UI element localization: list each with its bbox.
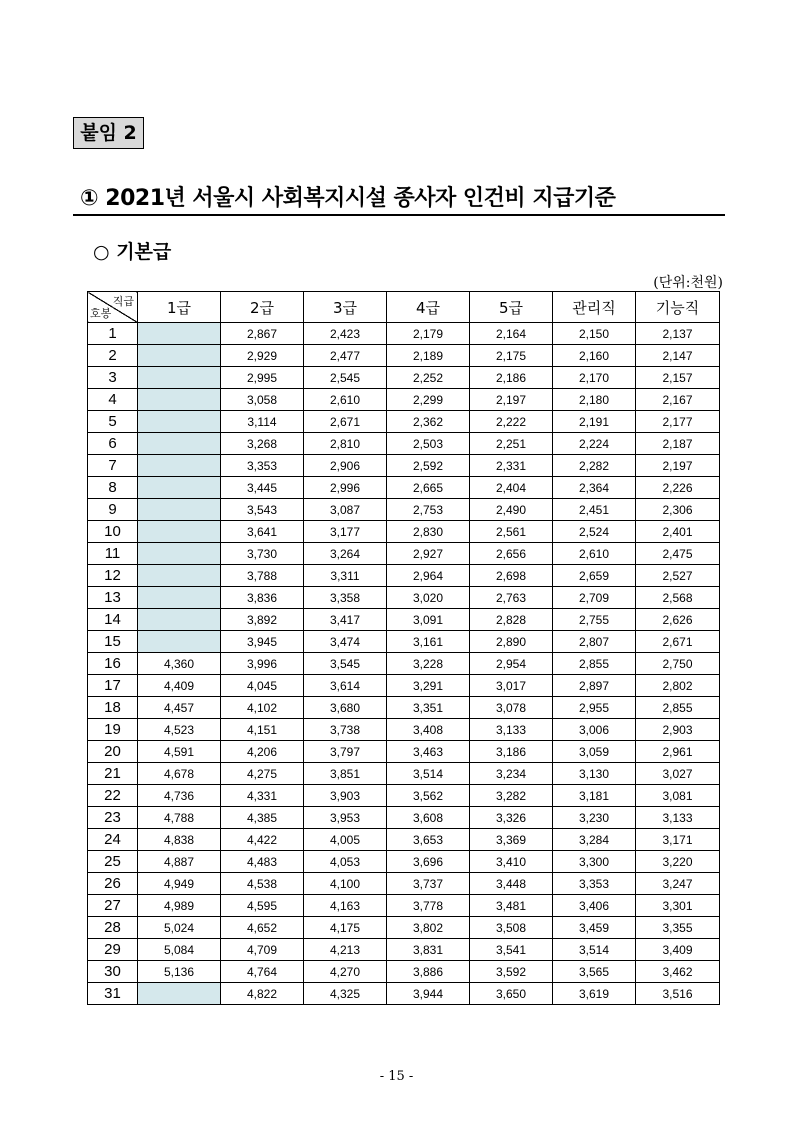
- salary-cell: 2,524: [553, 521, 636, 543]
- salary-cell: 3,326: [470, 807, 553, 829]
- salary-cell: 3,161: [387, 631, 470, 653]
- salary-cell: 3,738: [304, 719, 387, 741]
- salary-cell: 4,206: [221, 741, 304, 763]
- salary-cell: 4,409: [138, 675, 221, 697]
- empty-shaded-cell: [138, 455, 221, 477]
- empty-shaded-cell: [138, 631, 221, 653]
- salary-cell: 2,401: [636, 521, 720, 543]
- salary-cell: 3,311: [304, 565, 387, 587]
- corner-header-cell: [88, 292, 138, 323]
- salary-cell: 4,764: [221, 961, 304, 983]
- salary-cell: 4,053: [304, 851, 387, 873]
- salary-cell: 2,451: [553, 499, 636, 521]
- salary-cell: 2,423: [304, 323, 387, 345]
- salary-cell: 4,385: [221, 807, 304, 829]
- salary-cell: 3,945: [221, 631, 304, 653]
- salary-cell: 2,137: [636, 323, 720, 345]
- table-row: [88, 521, 720, 543]
- salary-cell: 3,641: [221, 521, 304, 543]
- table-row: [88, 807, 720, 829]
- salary-cell: 2,197: [636, 455, 720, 477]
- salary-cell: 4,652: [221, 917, 304, 939]
- salary-cell: 3,516: [636, 983, 720, 1005]
- salary-cell: 4,275: [221, 763, 304, 785]
- salary-cell: 4,175: [304, 917, 387, 939]
- salary-cell: 2,568: [636, 587, 720, 609]
- salary-cell: 2,170: [553, 367, 636, 389]
- table-row: [88, 389, 720, 411]
- salary-cell: 3,291: [387, 675, 470, 697]
- salary-cell: 3,133: [470, 719, 553, 741]
- column-header: 3급: [304, 292, 387, 323]
- table-row: [88, 939, 720, 961]
- salary-cell: 3,353: [553, 873, 636, 895]
- salary-cell: 2,282: [553, 455, 636, 477]
- salary-cell: 2,189: [387, 345, 470, 367]
- salary-cell: 3,268: [221, 433, 304, 455]
- table-row: [88, 455, 720, 477]
- salary-cell: 3,696: [387, 851, 470, 873]
- column-header: 2급: [221, 292, 304, 323]
- column-header: 4급: [387, 292, 470, 323]
- table-row: [88, 719, 720, 741]
- salary-cell: 3,608: [387, 807, 470, 829]
- empty-shaded-cell: [138, 389, 221, 411]
- salary-cell: 2,331: [470, 455, 553, 477]
- salary-cell: 2,527: [636, 565, 720, 587]
- salary-cell: 2,157: [636, 367, 720, 389]
- salary-cell: 3,619: [553, 983, 636, 1005]
- step-cell: 18: [88, 697, 138, 719]
- salary-cell: 2,750: [636, 653, 720, 675]
- salary-cell: 4,270: [304, 961, 387, 983]
- salary-cell: 2,224: [553, 433, 636, 455]
- salary-cell: 3,300: [553, 851, 636, 873]
- step-cell: 8: [88, 477, 138, 499]
- salary-cell: 4,523: [138, 719, 221, 741]
- salary-cell: 5,084: [138, 939, 221, 961]
- salary-cell: 2,927: [387, 543, 470, 565]
- step-cell: 2: [88, 345, 138, 367]
- salary-cell: 2,855: [553, 653, 636, 675]
- salary-cell: 2,955: [553, 697, 636, 719]
- salary-cell: 4,887: [138, 851, 221, 873]
- salary-cell: 2,299: [387, 389, 470, 411]
- salary-cell: 2,222: [470, 411, 553, 433]
- salary-cell: 2,490: [470, 499, 553, 521]
- salary-cell: 2,404: [470, 477, 553, 499]
- step-cell: 19: [88, 719, 138, 741]
- salary-cell: 4,213: [304, 939, 387, 961]
- table-body: [88, 323, 720, 1005]
- salary-cell: 4,331: [221, 785, 304, 807]
- column-header: 관리직: [553, 292, 636, 323]
- salary-cell: 2,175: [470, 345, 553, 367]
- salary-cell: 2,995: [221, 367, 304, 389]
- salary-cell: 2,252: [387, 367, 470, 389]
- table-row: [88, 675, 720, 697]
- salary-cell: 3,508: [470, 917, 553, 939]
- unit-note: (단위:천원): [653, 275, 723, 291]
- step-cell: 22: [88, 785, 138, 807]
- salary-cell: 3,788: [221, 565, 304, 587]
- salary-cell: 3,228: [387, 653, 470, 675]
- salary-cell: 3,177: [304, 521, 387, 543]
- salary-cell: 2,561: [470, 521, 553, 543]
- column-header: 1급: [138, 292, 221, 323]
- salary-cell: 3,078: [470, 697, 553, 719]
- corner-grade-label: 직급: [112, 295, 134, 308]
- salary-cell: 3,409: [636, 939, 720, 961]
- empty-shaded-cell: [138, 609, 221, 631]
- salary-cell: 2,186: [470, 367, 553, 389]
- salary-cell: 3,797: [304, 741, 387, 763]
- step-cell: 24: [88, 829, 138, 851]
- salary-table: [87, 291, 720, 1005]
- salary-cell: 2,954: [470, 653, 553, 675]
- step-cell: 30: [88, 961, 138, 983]
- empty-shaded-cell: [138, 543, 221, 565]
- salary-cell: 3,851: [304, 763, 387, 785]
- table-row: [88, 983, 720, 1005]
- salary-cell: 4,005: [304, 829, 387, 851]
- salary-cell: 3,181: [553, 785, 636, 807]
- salary-cell: 3,565: [553, 961, 636, 983]
- salary-cell: 3,230: [553, 807, 636, 829]
- salary-cell: 3,369: [470, 829, 553, 851]
- table-row: [88, 477, 720, 499]
- salary-cell: 3,462: [636, 961, 720, 983]
- step-cell: 16: [88, 653, 138, 675]
- salary-cell: 3,358: [304, 587, 387, 609]
- step-cell: 17: [88, 675, 138, 697]
- table-row: [88, 345, 720, 367]
- table-row: [88, 543, 720, 565]
- table-row: [88, 763, 720, 785]
- salary-cell: 3,562: [387, 785, 470, 807]
- salary-cell: 3,463: [387, 741, 470, 763]
- salary-cell: 4,483: [221, 851, 304, 873]
- salary-cell: 4,838: [138, 829, 221, 851]
- attachment-label: 붙임 2: [73, 117, 144, 149]
- step-cell: 7: [88, 455, 138, 477]
- salary-cell: 3,410: [470, 851, 553, 873]
- salary-cell: 3,114: [221, 411, 304, 433]
- empty-shaded-cell: [138, 477, 221, 499]
- salary-cell: 3,355: [636, 917, 720, 939]
- salary-cell: 3,301: [636, 895, 720, 917]
- table-row: [88, 565, 720, 587]
- table-row: [88, 367, 720, 389]
- table-row: [88, 587, 720, 609]
- salary-cell: 2,197: [470, 389, 553, 411]
- table-row: [88, 411, 720, 433]
- salary-cell: 2,179: [387, 323, 470, 345]
- salary-cell: 3,445: [221, 477, 304, 499]
- step-cell: 12: [88, 565, 138, 587]
- table-row: [88, 323, 720, 345]
- empty-shaded-cell: [138, 411, 221, 433]
- salary-cell: 3,514: [387, 763, 470, 785]
- table-row: [88, 697, 720, 719]
- title-divider: [73, 214, 725, 216]
- step-cell: 11: [88, 543, 138, 565]
- salary-cell: 3,481: [470, 895, 553, 917]
- step-cell: 5: [88, 411, 138, 433]
- step-cell: 20: [88, 741, 138, 763]
- salary-cell: 3,081: [636, 785, 720, 807]
- salary-cell: 2,503: [387, 433, 470, 455]
- salary-cell: 2,177: [636, 411, 720, 433]
- salary-cell: 2,753: [387, 499, 470, 521]
- salary-cell: 2,160: [553, 345, 636, 367]
- empty-shaded-cell: [138, 983, 221, 1005]
- document-title: ① 2021년 서울시 사회복지시설 종사자 인건비 지급기준: [80, 186, 616, 211]
- salary-cell: 4,788: [138, 807, 221, 829]
- salary-cell: 3,408: [387, 719, 470, 741]
- step-cell: 3: [88, 367, 138, 389]
- salary-cell: 2,180: [553, 389, 636, 411]
- salary-cell: 2,362: [387, 411, 470, 433]
- salary-cell: 3,284: [553, 829, 636, 851]
- salary-cell: 2,755: [553, 609, 636, 631]
- salary-cell: 3,264: [304, 543, 387, 565]
- salary-cell: 4,949: [138, 873, 221, 895]
- salary-cell: 3,903: [304, 785, 387, 807]
- step-cell: 23: [88, 807, 138, 829]
- salary-cell: 2,187: [636, 433, 720, 455]
- table-row: [88, 433, 720, 455]
- salary-cell: 4,595: [221, 895, 304, 917]
- salary-cell: 4,045: [221, 675, 304, 697]
- salary-cell: 2,167: [636, 389, 720, 411]
- salary-cell: 2,929: [221, 345, 304, 367]
- salary-cell: 3,027: [636, 763, 720, 785]
- salary-cell: 2,828: [470, 609, 553, 631]
- salary-cell: 2,890: [470, 631, 553, 653]
- salary-cell: 2,251: [470, 433, 553, 455]
- salary-cell: 2,592: [387, 455, 470, 477]
- step-cell: 21: [88, 763, 138, 785]
- salary-cell: 3,614: [304, 675, 387, 697]
- salary-cell: 3,017: [470, 675, 553, 697]
- salary-cell: 2,150: [553, 323, 636, 345]
- step-cell: 10: [88, 521, 138, 543]
- salary-cell: 4,678: [138, 763, 221, 785]
- salary-cell: 3,282: [470, 785, 553, 807]
- salary-cell: 2,996: [304, 477, 387, 499]
- salary-cell: 2,698: [470, 565, 553, 587]
- salary-cell: 2,626: [636, 609, 720, 631]
- salary-cell: 2,855: [636, 697, 720, 719]
- salary-cell: 4,989: [138, 895, 221, 917]
- salary-cell: 3,459: [553, 917, 636, 939]
- empty-shaded-cell: [138, 367, 221, 389]
- salary-cell: 2,475: [636, 543, 720, 565]
- table-row: [88, 829, 720, 851]
- salary-cell: 2,226: [636, 477, 720, 499]
- empty-shaded-cell: [138, 345, 221, 367]
- table-row: [88, 851, 720, 873]
- empty-shaded-cell: [138, 499, 221, 521]
- salary-cell: 3,543: [221, 499, 304, 521]
- salary-cell: 4,822: [221, 983, 304, 1005]
- salary-cell: 4,325: [304, 983, 387, 1005]
- salary-cell: 3,353: [221, 455, 304, 477]
- table-row: [88, 499, 720, 521]
- step-cell: 4: [88, 389, 138, 411]
- salary-cell: 2,610: [553, 543, 636, 565]
- salary-cell: 4,422: [221, 829, 304, 851]
- table-header-row: [88, 292, 720, 323]
- salary-cell: 3,234: [470, 763, 553, 785]
- salary-cell: 2,656: [470, 543, 553, 565]
- salary-cell: 3,737: [387, 873, 470, 895]
- salary-cell: 4,457: [138, 697, 221, 719]
- salary-cell: 3,680: [304, 697, 387, 719]
- table-row: [88, 917, 720, 939]
- table-row: [88, 785, 720, 807]
- salary-cell: 4,736: [138, 785, 221, 807]
- salary-cell: 3,831: [387, 939, 470, 961]
- table-row: [88, 873, 720, 895]
- salary-cell: 2,364: [553, 477, 636, 499]
- table-row: [88, 895, 720, 917]
- salary-cell: 2,306: [636, 499, 720, 521]
- column-header: 기능직: [636, 292, 720, 323]
- salary-cell: 2,903: [636, 719, 720, 741]
- salary-cell: 2,897: [553, 675, 636, 697]
- salary-cell: 4,538: [221, 873, 304, 895]
- section-heading: ○ 기본급: [93, 241, 172, 263]
- salary-cell: 2,659: [553, 565, 636, 587]
- salary-cell: 3,541: [470, 939, 553, 961]
- step-cell: 13: [88, 587, 138, 609]
- salary-cell: 2,830: [387, 521, 470, 543]
- salary-cell: 2,763: [470, 587, 553, 609]
- empty-shaded-cell: [138, 521, 221, 543]
- salary-cell: 2,867: [221, 323, 304, 345]
- table-row: [88, 961, 720, 983]
- empty-shaded-cell: [138, 565, 221, 587]
- salary-cell: 2,147: [636, 345, 720, 367]
- salary-cell: 5,024: [138, 917, 221, 939]
- empty-shaded-cell: [138, 433, 221, 455]
- salary-cell: 3,514: [553, 939, 636, 961]
- salary-cell: 4,151: [221, 719, 304, 741]
- salary-cell: 3,220: [636, 851, 720, 873]
- salary-cell: 3,133: [636, 807, 720, 829]
- step-cell: 1: [88, 323, 138, 345]
- salary-cell: 3,186: [470, 741, 553, 763]
- salary-cell: 3,886: [387, 961, 470, 983]
- salary-cell: 3,996: [221, 653, 304, 675]
- empty-shaded-cell: [138, 323, 221, 345]
- salary-cell: 2,906: [304, 455, 387, 477]
- salary-cell: 3,545: [304, 653, 387, 675]
- salary-cell: 5,136: [138, 961, 221, 983]
- salary-cell: 3,020: [387, 587, 470, 609]
- salary-cell: 3,247: [636, 873, 720, 895]
- salary-cell: 3,944: [387, 983, 470, 1005]
- table-row: [88, 741, 720, 763]
- salary-cell: 4,591: [138, 741, 221, 763]
- salary-cell: 3,592: [470, 961, 553, 983]
- salary-cell: 2,545: [304, 367, 387, 389]
- salary-cell: 2,671: [636, 631, 720, 653]
- step-cell: 29: [88, 939, 138, 961]
- salary-cell: 3,417: [304, 609, 387, 631]
- salary-cell: 3,130: [553, 763, 636, 785]
- salary-cell: 3,091: [387, 609, 470, 631]
- step-cell: 6: [88, 433, 138, 455]
- salary-cell: 3,892: [221, 609, 304, 631]
- salary-cell: 2,807: [553, 631, 636, 653]
- salary-cell: 3,171: [636, 829, 720, 851]
- salary-cell: 3,653: [387, 829, 470, 851]
- salary-cell: 2,665: [387, 477, 470, 499]
- salary-cell: 3,448: [470, 873, 553, 895]
- salary-cell: 3,406: [553, 895, 636, 917]
- salary-cell: 3,058: [221, 389, 304, 411]
- salary-cell: 3,650: [470, 983, 553, 1005]
- salary-cell: 2,610: [304, 389, 387, 411]
- salary-cell: 2,964: [387, 565, 470, 587]
- table-row: [88, 609, 720, 631]
- salary-cell: 3,778: [387, 895, 470, 917]
- salary-cell: 2,191: [553, 411, 636, 433]
- step-cell: 26: [88, 873, 138, 895]
- table-row: [88, 631, 720, 653]
- salary-cell: 2,810: [304, 433, 387, 455]
- salary-cell: 3,474: [304, 631, 387, 653]
- step-cell: 15: [88, 631, 138, 653]
- salary-cell: 4,163: [304, 895, 387, 917]
- salary-cell: 4,100: [304, 873, 387, 895]
- page-number: - 15 -: [379, 1069, 414, 1084]
- salary-cell: 2,802: [636, 675, 720, 697]
- salary-cell: 3,802: [387, 917, 470, 939]
- column-header: 5급: [470, 292, 553, 323]
- salary-cell: 3,087: [304, 499, 387, 521]
- salary-cell: 3,059: [553, 741, 636, 763]
- corner-step-label: 호봉: [90, 307, 112, 320]
- salary-cell: 2,671: [304, 411, 387, 433]
- step-cell: 28: [88, 917, 138, 939]
- salary-cell: 2,164: [470, 323, 553, 345]
- salary-cell: 3,006: [553, 719, 636, 741]
- salary-cell: 3,730: [221, 543, 304, 565]
- salary-cell: 4,709: [221, 939, 304, 961]
- step-cell: 27: [88, 895, 138, 917]
- empty-shaded-cell: [138, 587, 221, 609]
- table-row: [88, 653, 720, 675]
- salary-cell: 3,836: [221, 587, 304, 609]
- salary-cell: 4,360: [138, 653, 221, 675]
- salary-cell: 3,351: [387, 697, 470, 719]
- salary-cell: 2,709: [553, 587, 636, 609]
- step-cell: 14: [88, 609, 138, 631]
- step-cell: 9: [88, 499, 138, 521]
- salary-cell: 3,953: [304, 807, 387, 829]
- step-cell: 31: [88, 983, 138, 1005]
- step-cell: 25: [88, 851, 138, 873]
- salary-cell: 4,102: [221, 697, 304, 719]
- salary-cell: 2,477: [304, 345, 387, 367]
- salary-cell: 2,961: [636, 741, 720, 763]
